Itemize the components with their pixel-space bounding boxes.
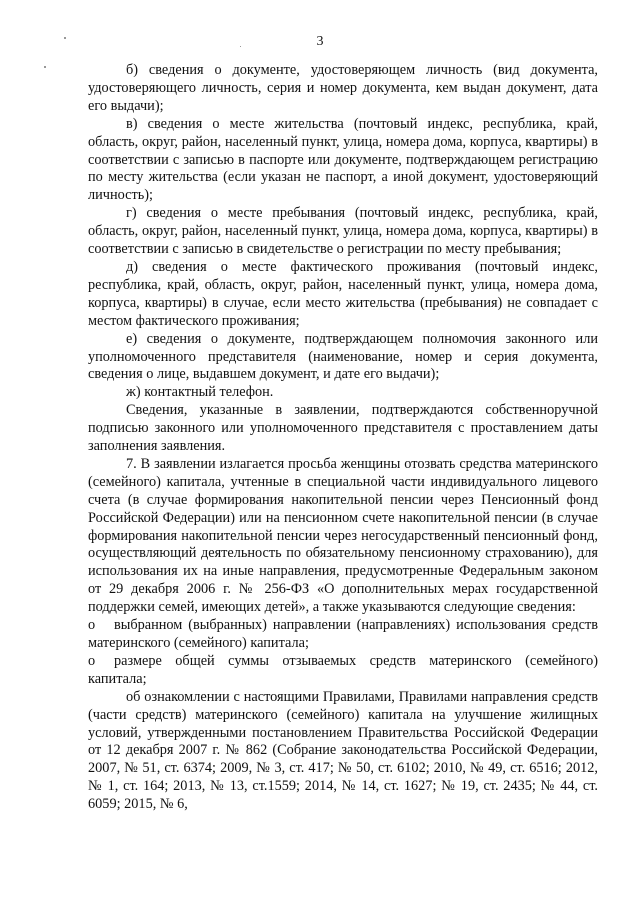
bullet-item	[88, 653, 598, 689]
bullet-marker: о	[88, 617, 96, 634]
page-number: 3	[316, 34, 324, 49]
paragraph-g: г) сведения о месте пребывания (почтовый индекс, республика, край, область, округ, район, населенный пункт, улица, номера дома, корпуса, квартиры) в соответствии с записью в свидетельстве о регистрации по месту пребывания;	[88, 205, 598, 258]
paragraph-d: д) сведения о месте фактического проживания (почтовый индекс, республика, край, область, округ, район, населенный пункт, улица, номера дома, корпуса, квартиры) в случае, если место жительства (пребывания) не совпадает с местом фактического проживания;	[88, 258, 598, 329]
bullet-item	[88, 617, 598, 653]
document-body	[88, 62, 598, 814]
paragraph-signature-note: Сведения, указанные в заявлении, подтверждаются собственноручной подписью законного или уполномоченного представителя с проставлением даты заполнения заявления.	[88, 402, 598, 455]
paragraph-e: е) сведения о документе, подтверждающем полномочия законного или уполномоченного представителя (наименование, номер и серия документа, сведения о лице, выдавшем документ, и дате его выдачи);	[88, 330, 598, 383]
paragraph-acquaintance: об ознакомлении с настоящими Правилами, Правилами направления средств (части средств) материнского (семейного) капитала на улучшение жилищных условий, утвержденными постановлением Правительства Российской Федерации от 12 декабря 2007 г. № 862 (Собрание законодательства Российской Федерации, 2007, № 51, ст. 6374; 2009, № 3, ст. 417; № 50, ст. 6102; 2010, № 49, ст. 6516; 2012, № 1, ст. 164; 2013, № 13, ст.1559; 2014, № 14, ст. 1627; № 19, ст. 2435; № 44, ст. 6059; 2015, № 6,	[88, 688, 598, 813]
bullet-text: выбранном (выбранных) направлении (направлениях) использования средств материнского (семейного) капитала;	[88, 617, 598, 651]
paragraph-7: 7. В заявлении излагается просьба женщины отозвать средства материнского (семейного) капитала, учтенные в специальной части индивидуального лицевого счета (в случае формирования накопительной пенсии через Пенсионный фонд Российской Федерации) или на пенсионном счете накопительной пенсии (в случае формирования накопительной пенсии через негосударственный пенсионный фонд, осуществляющий деятельность по обязательному пенсионному страхованию), для использования их на иные направления, предусмотренные Федеральным законом от 29 декабря 2006 г. № 256-ФЗ «О дополнительных мерах государственной поддержки семей, имеющих детей», а также указываются следующие сведения:	[88, 455, 598, 616]
paragraph-zh: ж) контактный телефон.	[126, 384, 274, 401]
bullet-text: размере общей суммы отзываемых средств материнского (семейного) капитала;	[88, 652, 598, 687]
bullet-marker: о	[88, 652, 96, 669]
paragraph-v: в) сведения о месте жительства (почтовый индекс, республика, край, область, округ, район, населенный пункт, улица, номера дома, корпуса, квартиры) в соответствии с записью в паспорте или документе, подтверждающем регистрацию по месту жительства (если указан не паспорт, а иной документ, удостоверяющий личность);	[88, 115, 598, 204]
paragraph-b: б) сведения о документе, удостоверяющем личность (вид документа, удостоверяющего личность, серия и номер документа, кем выдан документ, дата его выдачи);	[88, 62, 598, 114]
scan-speck	[44, 66, 46, 68]
